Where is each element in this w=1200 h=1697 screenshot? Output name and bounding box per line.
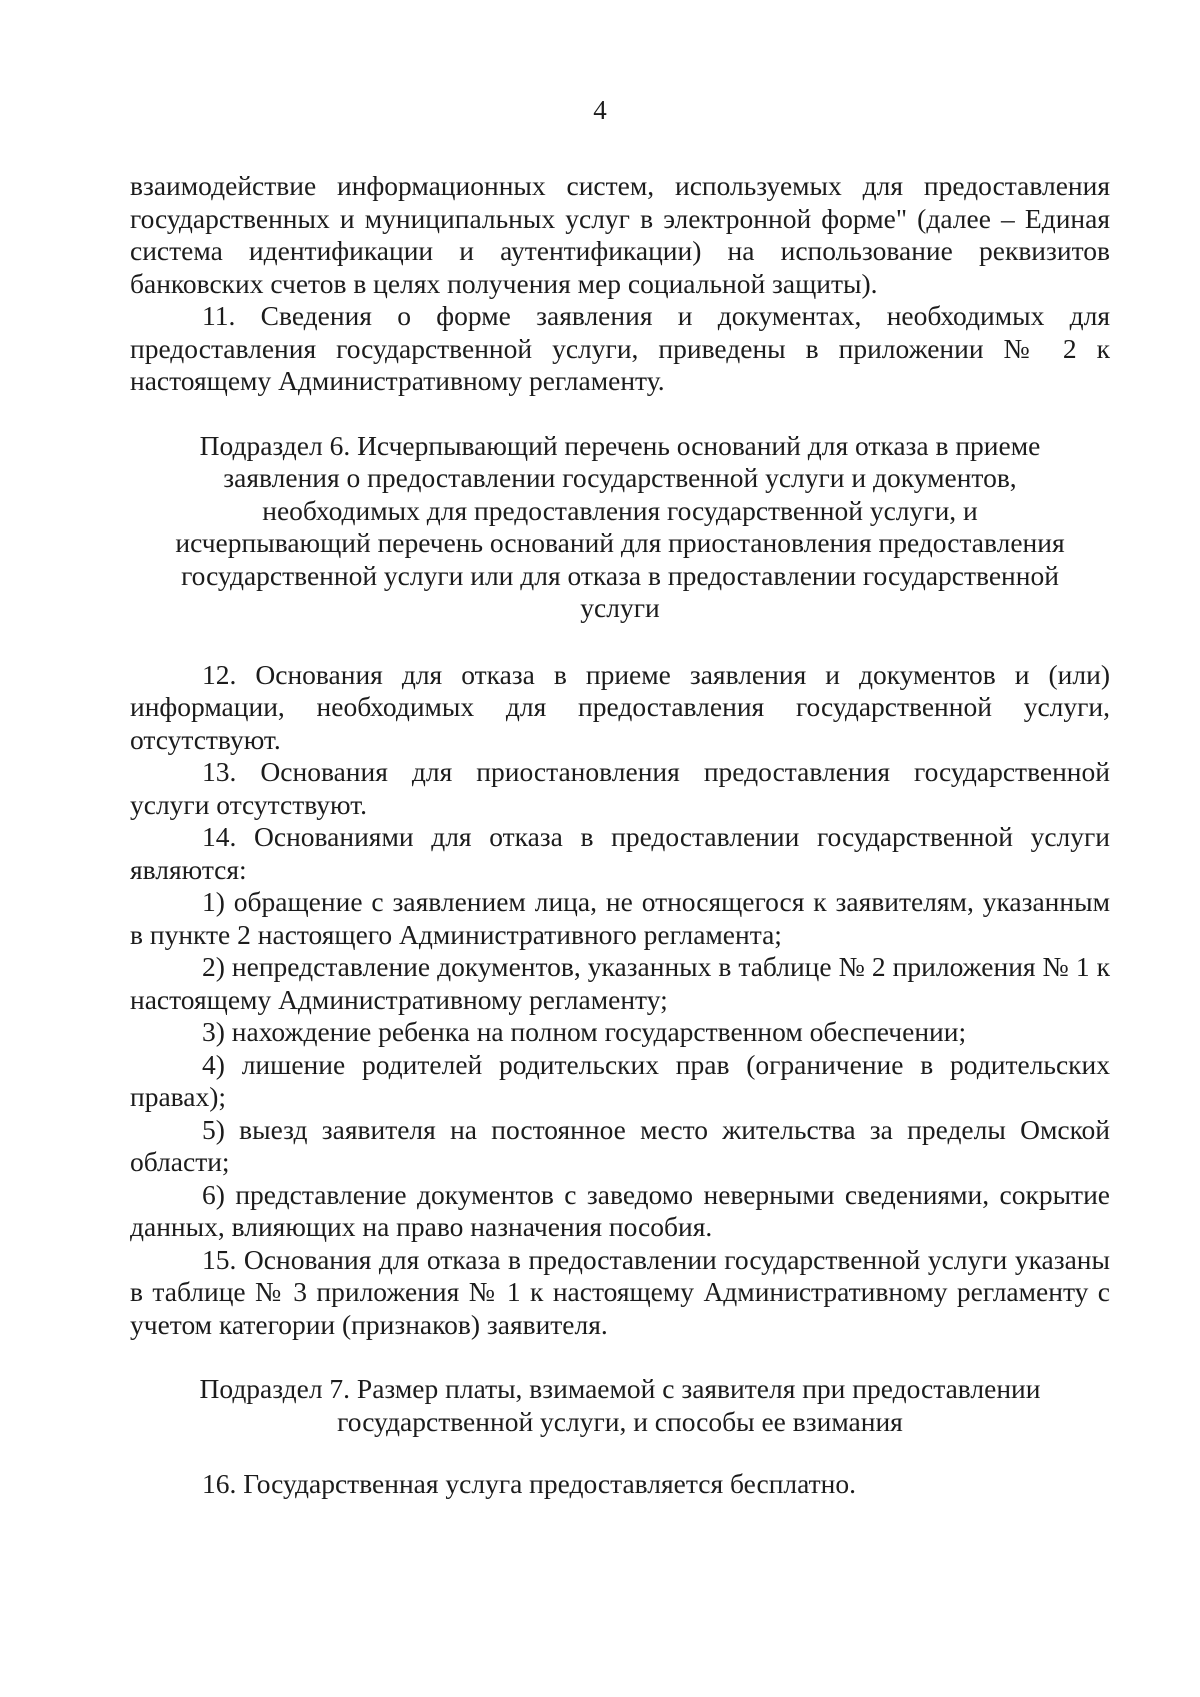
list-item-2: 2) непредставление документов, указанных в таблице № 2 приложения № 1 к настоящему Административному регламенту; <box>130 951 1110 1015</box>
page-number: 4 <box>593 95 607 125</box>
paragraph-11: 11. Сведения о форме заявления и документах, необходимых для предоставления государственной услуги, приведены в приложении № 2 к настоящему Административному регламенту. <box>130 300 1110 396</box>
paragraph-12: 12. Основания для отказа в приеме заявления и документов и (или) информации, необходимых для предоставления государственной услуги, отсутствуют. <box>130 658 1110 755</box>
list-item-3: 3) нахождение ребенка на полном государственном обеспечении; <box>202 1016 967 1047</box>
paragraph-16: 16. Государственная услуга предоставляется бесплатно. <box>202 1468 856 1499</box>
list-item-1: 1) обращение с заявлением лица, не относящегося к заявителям, указанным в пункте 2 настоящего Административного регламента; <box>130 886 1110 950</box>
paragraph-14: 14. Основаниями для отказа в предоставлении государственной услуги являются: <box>130 821 1110 885</box>
subsection-6-heading: Подраздел 6. Исчерпывающий перечень оснований для отказа в приеме заявления о предоставлении государственной услуги и документов, необходимых для предоставления государственной услуги, и исчерпывающий перечень оснований для приостановления предоставления государственной услуги или для отказа в предоставлении государственной услуги <box>175 429 1065 623</box>
paragraph-13: 13. Основания для приостановления предоставления государственной услуги отсутствуют. <box>130 756 1110 820</box>
document-body <box>130 170 1110 1501</box>
paragraph-15: 15. Основания для отказа в предоставлении государственной услуги указаны в таблице № 3 приложения № 1 к настоящему Административному регламенту с учетом категории (признаков) заявителя. <box>130 1243 1110 1340</box>
subsection-7-heading: Подраздел 7. Размер платы, взимаемой с заявителя при предоставлении государственной услуги, и способы ее взимания <box>199 1373 1041 1437</box>
list-item-6: 6) представление документов с заведомо неверными сведениями, сокрытие данных, влияющих на право назначения пособия. <box>130 1178 1110 1242</box>
list-item-5: 5) выезд заявителя на постоянное место жительства за пределы Омской области; <box>130 1113 1110 1177</box>
paragraph-continuation: взаимодействие информационных систем, используемых для предоставления государственных и муниципальных услуг в электронной форме" (далее – Единая система идентификации и аутентификации) на использование реквизитов банковских счетов в целях получения мер социальной защиты). <box>130 170 1110 299</box>
list-item-4: 4) лишение родителей родительских прав (ограничение в родительских правах); <box>130 1048 1110 1112</box>
